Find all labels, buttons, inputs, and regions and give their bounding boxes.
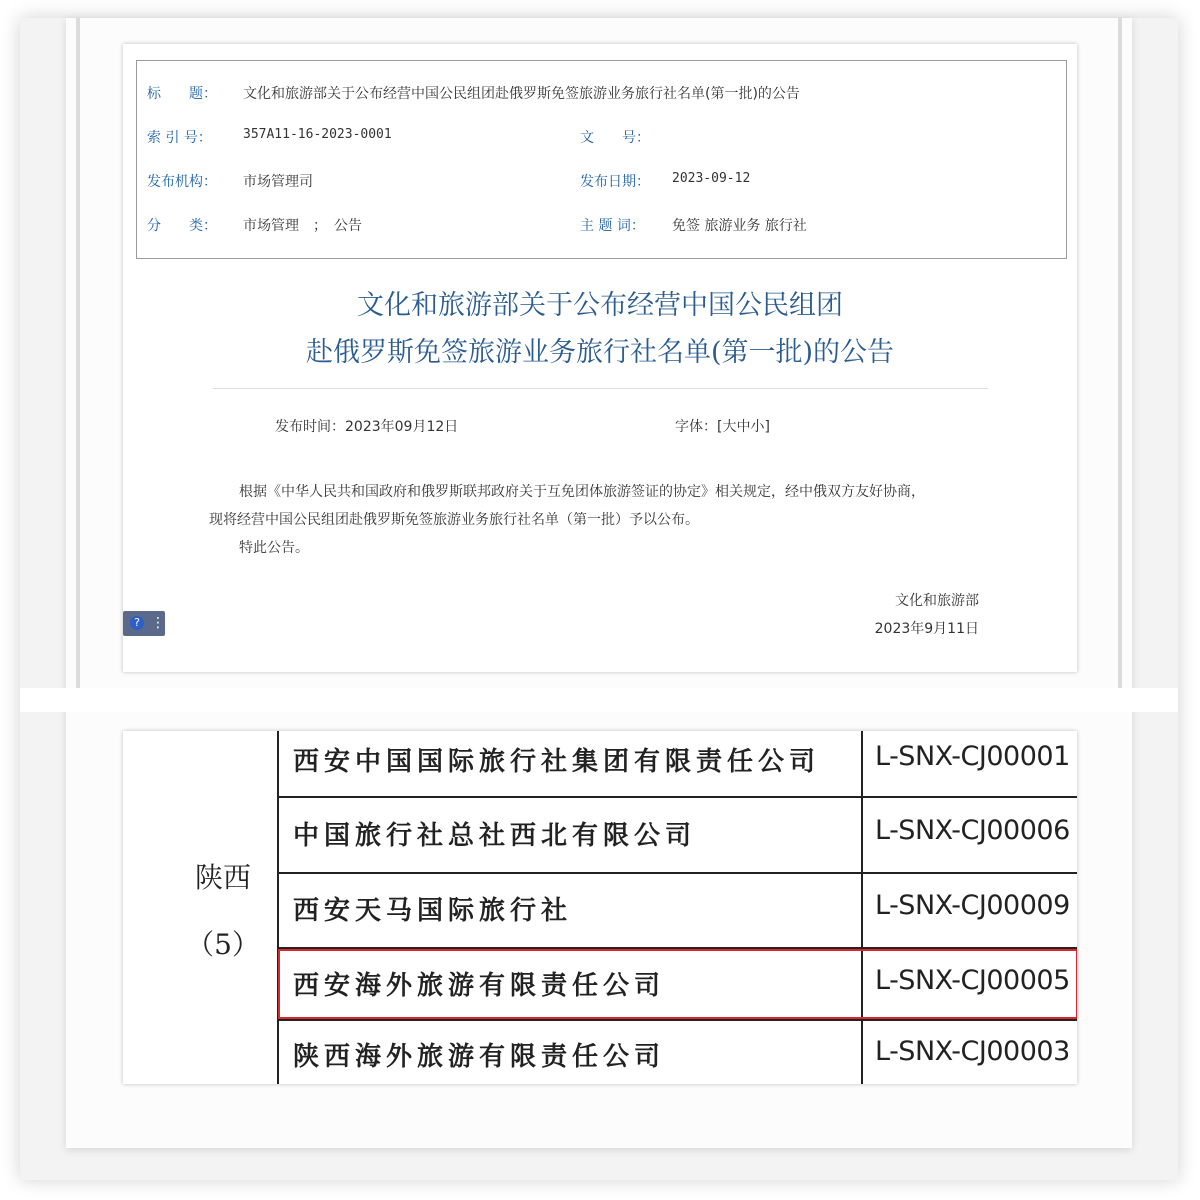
- highlighted-row-box: [278, 949, 1077, 1019]
- frame-edge-right: [1118, 18, 1122, 688]
- agency-name: 西安中国国际旅行社集团有限责任公司: [293, 747, 821, 777]
- signature-org: 文化和旅游部: [895, 593, 979, 609]
- date-label: 发布日期：: [580, 174, 650, 190]
- meta-row-org: [137, 171, 1066, 195]
- meta-row-category: [137, 215, 1066, 239]
- docno-label: 文 号：: [580, 130, 650, 146]
- category-label: 分 类：: [147, 218, 217, 234]
- region-name: 陕西: [194, 861, 251, 894]
- org-label: 发布机构：: [147, 174, 217, 190]
- license-code: L-SNX-CJ00003: [875, 1036, 1070, 1067]
- row-divider: [277, 872, 1077, 874]
- more-options-icon[interactable]: ⋮: [151, 615, 165, 631]
- metadata-box: [136, 60, 1067, 259]
- meta-row-title: [137, 83, 1066, 107]
- announcement-page: [123, 44, 1077, 672]
- agency-name: 陕西海外旅游有限责任公司: [293, 1042, 666, 1072]
- row-divider: [277, 796, 1077, 798]
- help-widget[interactable]: [123, 611, 165, 636]
- title-divider: [213, 388, 988, 389]
- section-divider: [20, 688, 1178, 712]
- publish-time: 发布时间：2023年09月12日: [275, 419, 459, 435]
- agency-name: 西安天马国际旅行社: [293, 896, 573, 926]
- license-code: L-SNX-CJ00006: [875, 815, 1070, 846]
- table-column-divider-1: [277, 731, 279, 1084]
- date-value: 2023-09-12: [672, 171, 751, 186]
- keywords-label: 主 题 词：: [580, 218, 645, 234]
- help-icon[interactable]: ?: [130, 616, 144, 630]
- agency-table: [123, 731, 1077, 1084]
- keywords-value: 免签 旅游业务 旅行社: [672, 218, 807, 234]
- article-title-line1: 文化和旅游部关于公布经营中国公民组团: [357, 290, 843, 321]
- org-value: 市场管理司: [243, 174, 313, 190]
- title-label: 标 题：: [147, 86, 217, 102]
- article-body: [209, 478, 999, 562]
- title-value: 文化和旅游部关于公布经营中国公民组团赴俄罗斯免签旅游业务旅行社名单(第一批)的公告: [243, 86, 800, 102]
- index-label: 索 引 号：: [147, 130, 212, 146]
- row-divider: [277, 1019, 1077, 1021]
- article-title: [123, 282, 1077, 376]
- category-value: 市场管理 ； 公告: [243, 218, 362, 234]
- table-column-divider-2: [861, 731, 863, 1084]
- meta-row-index: [137, 127, 1066, 151]
- body-paragraph-1: 根据《中华人民共和国政府和俄罗斯联邦政府关于互免团体旅游签证的协定》相关规定，经中俄双方友好协商，: [239, 484, 925, 500]
- license-code: L-SNX-CJ00005: [875, 965, 1070, 996]
- license-code: L-SNX-CJ00001: [875, 741, 1070, 772]
- font-size-switch[interactable]: 字体：[大中小]: [675, 419, 770, 435]
- body-paragraph-2: 特此公告。: [239, 540, 309, 556]
- region-count: （5）: [186, 928, 260, 961]
- agency-name: 西安海外旅游有限责任公司: [293, 971, 666, 1001]
- body-paragraph-1-cont: 现将经营中国公民组团赴俄罗斯免签旅游业务旅行社名单（第一批）予以公布。: [209, 512, 699, 528]
- signature-date: 2023年9月11日: [874, 621, 979, 637]
- license-code: L-SNX-CJ00009: [875, 890, 1070, 921]
- article-title-line2: 赴俄罗斯免签旅游业务旅行社名单(第一批)的公告: [305, 337, 895, 368]
- agency-name: 中国旅行社总社西北有限公司: [293, 821, 697, 851]
- index-value: 357A11-16-2023-0001: [243, 127, 392, 142]
- frame-edge-left: [76, 18, 80, 688]
